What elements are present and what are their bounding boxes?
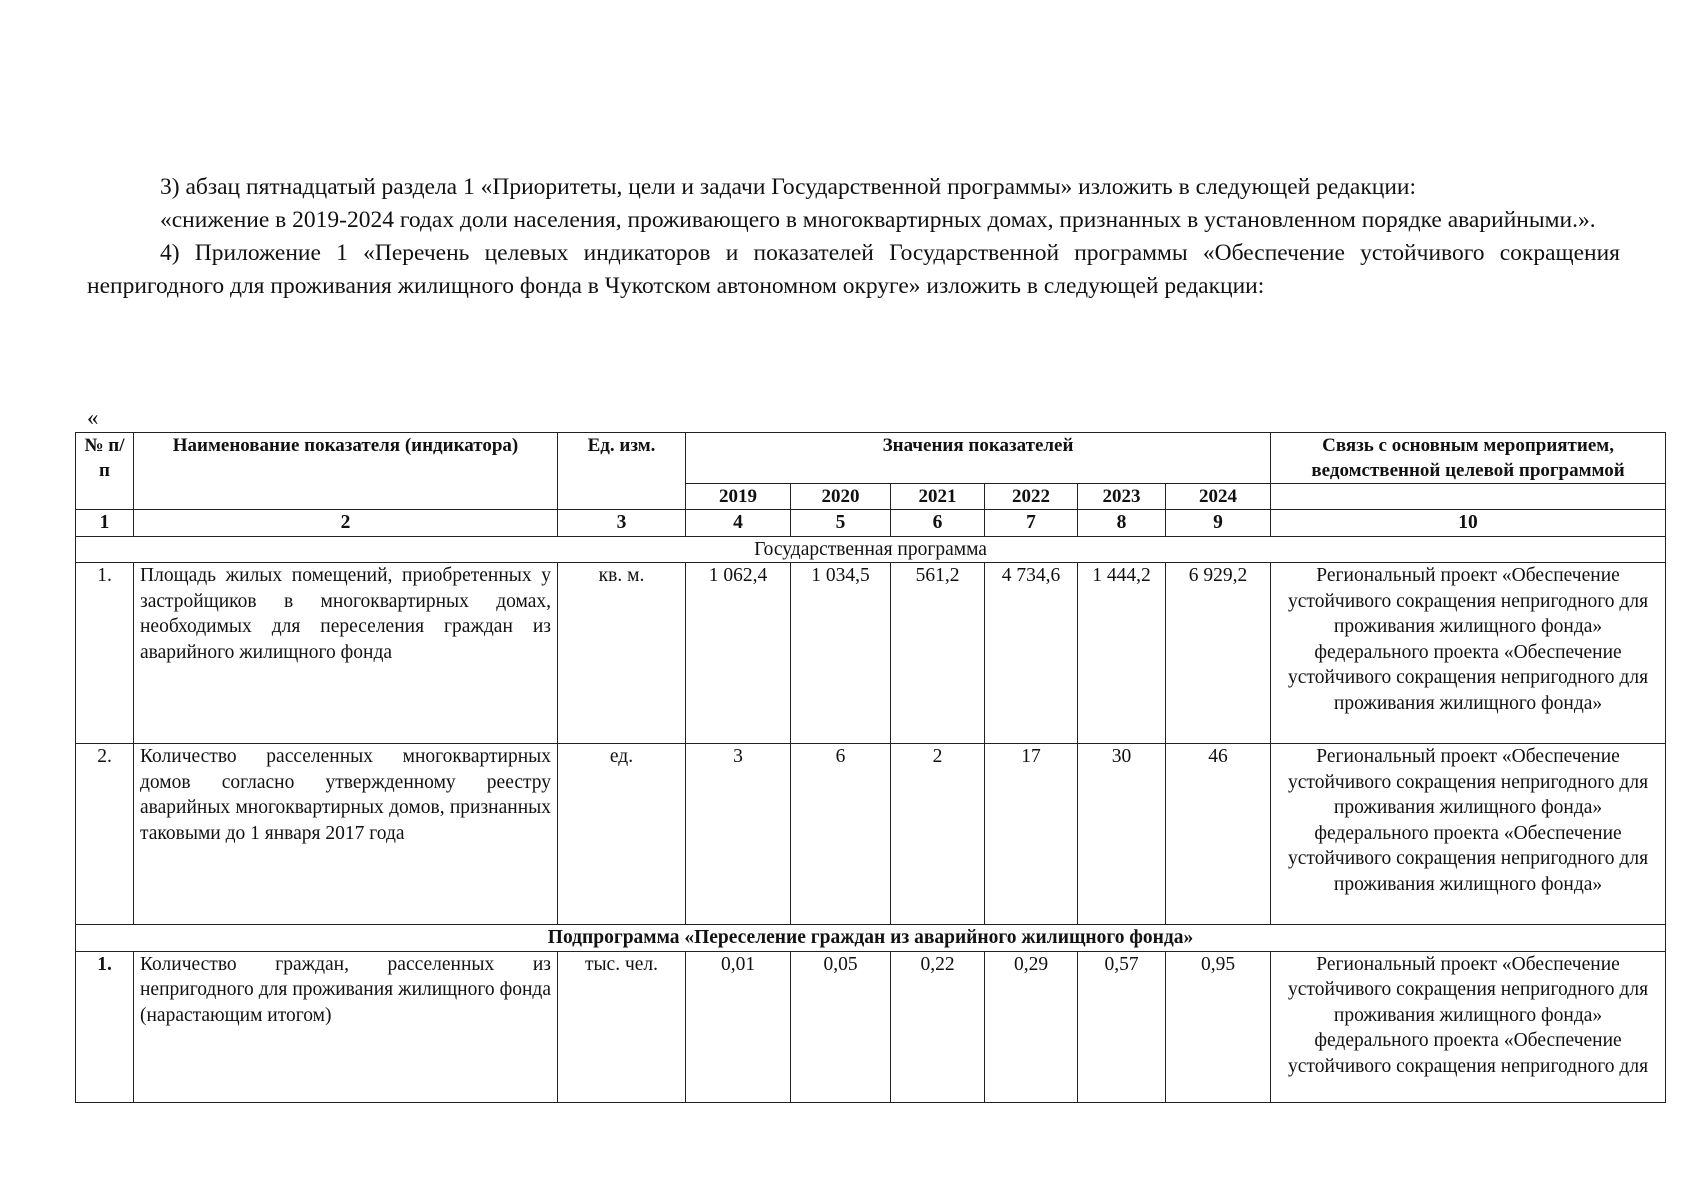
- linked-project: Региональный проект «Обеспечение устойчивого сокращения непригодного для проживания жилищного фонда» федерального проекта «Обеспечение устойчивого сокращения непригодного для проживания жилищного фонда»: [1271, 744, 1666, 925]
- col-number: 9: [1166, 510, 1271, 537]
- paragraph-3: 3) абзац пятнадцатый раздела 1 «Приоритеты, цели и задачи Государственной программы» изложить в следующей редакции:: [160, 174, 1417, 200]
- header-num: № п/п: [76, 433, 134, 510]
- value-2023: 30: [1078, 744, 1166, 925]
- linked-project: Региональный проект «Обеспечение устойчивого сокращения непригодного для проживания жилищного фонда» федерального проекта «Обеспечение устойчивого сокращения непригодного для: [1271, 951, 1666, 1102]
- paragraph-4: 4) Приложение 1 «Перечень целевых индикаторов и показателей Государственной программы «Обеспечение устойчивого сокращения непригодного для проживания жилищного фонда в Чукотском автономном округе» изложить в следующей редакции:: [87, 240, 1620, 299]
- section-row: [76, 536, 1666, 563]
- paragraph-quote: «снижение в 2019-2024 годах доли населения, проживающего в многоквартирных домах, признанных в установленном порядке аварийными.».: [160, 207, 1596, 233]
- row-number: 1.: [76, 951, 134, 1102]
- section-title-subprogram: Подпрограмма «Переселение граждан из аварийного жилищного фонда»: [76, 925, 1666, 952]
- value-2024: 6 929,2: [1166, 563, 1271, 744]
- value-2020: 0,05: [791, 951, 891, 1102]
- value-2024: 46: [1166, 744, 1271, 925]
- col-number: 10: [1271, 510, 1666, 537]
- value-2022: 4 734,6: [985, 563, 1078, 744]
- table-row: [76, 951, 1666, 1102]
- year-2022: 2022: [985, 484, 1078, 510]
- value-2021: 0,22: [891, 951, 985, 1102]
- value-2021: 561,2: [891, 563, 985, 744]
- year-2023: 2023: [1078, 484, 1166, 510]
- header-link: Связь с основным мероприятием, ведомственной целевой программой: [1271, 433, 1666, 484]
- section-title-state-program: Государственная программа: [76, 536, 1666, 563]
- value-2019: 3: [686, 744, 791, 925]
- value-2019: 1 062,4: [686, 563, 791, 744]
- indicator-unit: кв. м.: [558, 563, 686, 744]
- section-row: [76, 925, 1666, 952]
- year-2020: 2020: [791, 484, 891, 510]
- indicator-name: Площадь жилых помещений, приобретенных у застройщиков в многоквартирных домах, необходимых для переселения граждан из аварийного жилищного фонда: [134, 563, 558, 744]
- table-row: [76, 563, 1666, 744]
- value-2023: 0,57: [1078, 951, 1166, 1102]
- opening-quote: «: [87, 405, 99, 430]
- year-2019: 2019: [686, 484, 791, 510]
- linked-project: Региональный проект «Обеспечение устойчивого сокращения непригодного для проживания жилищного фонда» федерального проекта «Обеспечение устойчивого сокращения непригодного для проживания жилищного фонда»: [1271, 563, 1666, 744]
- year-2024: 2024: [1166, 484, 1271, 510]
- indicator-name: Количество граждан, расселенных из непригодного для проживания жилищного фонда (нарастающим итогом): [134, 951, 558, 1102]
- header-unit: Ед. изм.: [558, 433, 686, 510]
- col-number: 2: [134, 510, 558, 537]
- value-2024: 0,95: [1166, 951, 1271, 1102]
- col-number: 3: [558, 510, 686, 537]
- indicator-name: Количество расселенных многоквартирных домов согласно утвержденному реестру аварийных многоквартирных домов, признанных таковыми до 1 января 2017 года: [134, 744, 558, 925]
- value-2020: 6: [791, 744, 891, 925]
- document-text: [87, 171, 1620, 303]
- header-values: Значения показателей: [686, 433, 1271, 484]
- col-number: 7: [985, 510, 1078, 537]
- header-link-blank: [1271, 484, 1666, 510]
- header-name: Наименование показателя (индикатора): [134, 433, 558, 510]
- value-2022: 0,29: [985, 951, 1078, 1102]
- col-number: 4: [686, 510, 791, 537]
- row-number: 2.: [76, 744, 134, 925]
- col-number: 1: [76, 510, 134, 537]
- value-2019: 0,01: [686, 951, 791, 1102]
- year-2021: 2021: [891, 484, 985, 510]
- column-numbers-row: [76, 510, 1666, 537]
- row-number: 1.: [76, 563, 134, 744]
- table-row: [76, 744, 1666, 925]
- indicator-unit: тыс. чел.: [558, 951, 686, 1102]
- col-number: 6: [891, 510, 985, 537]
- value-2021: 2: [891, 744, 985, 925]
- indicator-unit: ед.: [558, 744, 686, 925]
- header-row: [76, 433, 1666, 484]
- col-number: 8: [1078, 510, 1166, 537]
- value-2020: 1 034,5: [791, 563, 891, 744]
- indicators-table: [75, 432, 1666, 1103]
- value-2023: 1 444,2: [1078, 563, 1166, 744]
- value-2022: 17: [985, 744, 1078, 925]
- col-number: 5: [791, 510, 891, 537]
